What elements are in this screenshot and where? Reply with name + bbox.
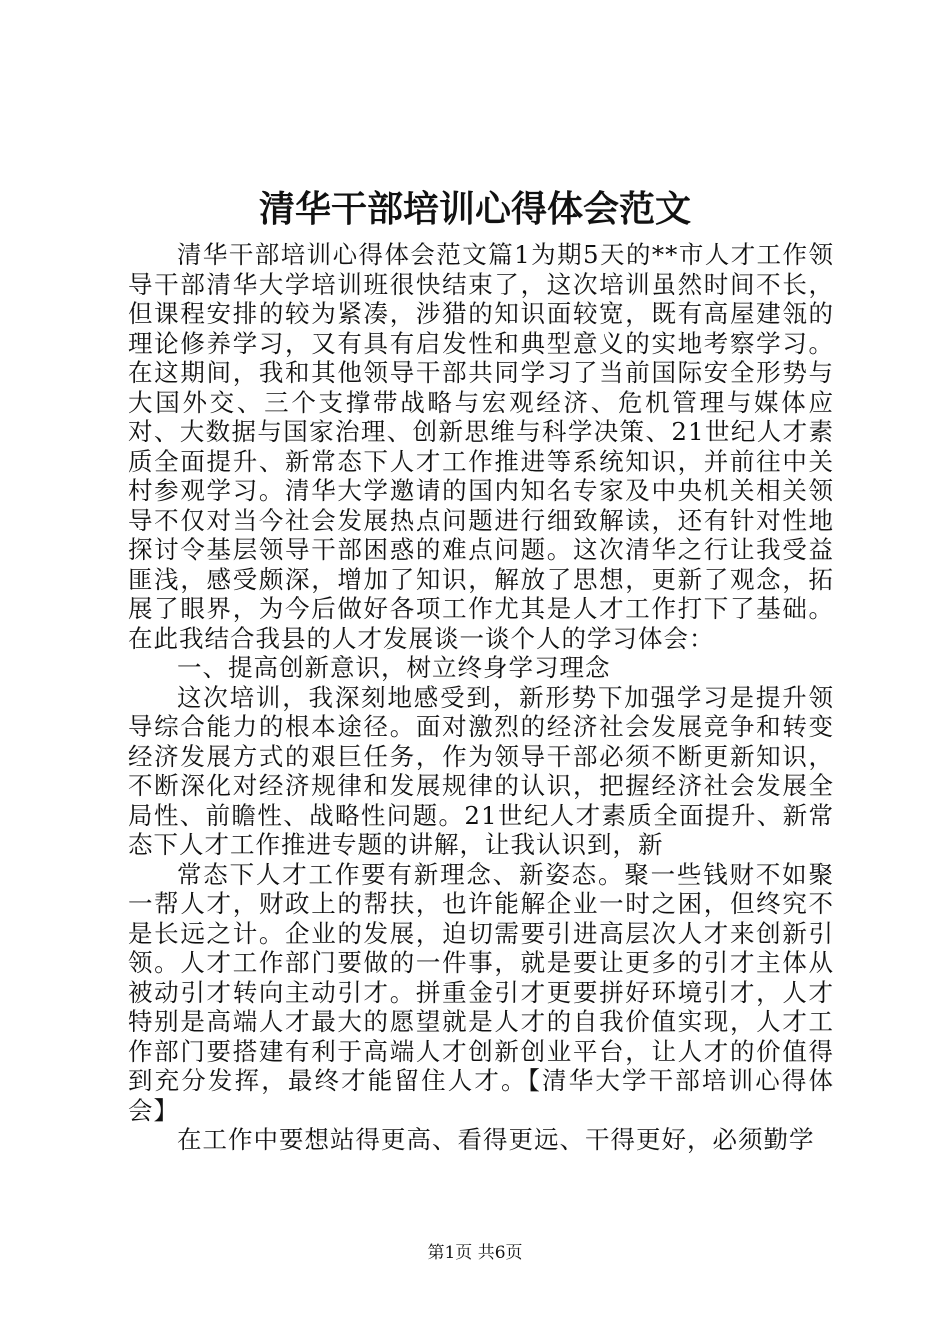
- page-footer: 第1页 共6页: [427, 1243, 523, 1263]
- paragraph-work: 在工作中要想站得更高、看得更远、干得更好，必须勤学: [177, 1125, 815, 1154]
- document-title: 清华干部培训心得体会范文: [258, 188, 691, 230]
- paragraph-intro: 清华干部培训心得体会范文篇1为期5天的**市人才工作领导干部清华大学培训班很快结束了，这次培训虽然时间不长，但课程安排的较为紧凑，涉猎的知识面较宽，既有高屋建瓴的理论修养学习，又有具有启发性和典型意义的实地考察学习。在这期间，我和其他领导干部共同学习了当前国际安全形势与大国外交、三个支撑带战略与宏观经济、危机管理与媒体应对、大数据与国家治理、创新思维与科学决策、21世纪人才素质全面提升、新常态下人才工作推进等系统知识，并前往中关村参观学习。清华大学邀请的国内知名专家及中央机关相关领导不仅对当今社会发展热点问题进行细致解读，还有针对性地探讨令基层领导干部困惑的难点问题。这次清华之行让我受益匪浅，感受颇深，增加了知识，解放了思想，更新了观念，拓展了眼界，为今后做好各项工作尤其是人才工作打下了基础。在此我结合我县的人才发展谈一谈个人的学习体会：: [128, 240, 834, 653]
- section-heading: 一、提高创新意识，树立终身学习理念: [177, 653, 611, 682]
- paragraph-new-normal: 常态下人才工作要有新理念、新姿态。聚一些钱财不如聚一帮人才，财政上的帮扶，也许能解企业一时之困，但终究不是长远之计。企业的发展，迫切需要引进高层次人才来创新引领。人才工作部门要做的一件事，就是要让更多的引才主体从被动引才转向主动引才。拼重金引才更要拼好环境引才，人才特别是高端人才最大的愿望就是人才的自我价值实现，人才工作部门要搭建有利于高端人才创新创业平台，让人才的价值得到充分发挥，最终才能留住人才。【清华大学干部培训心得体会】: [128, 859, 834, 1125]
- document-body: [128, 240, 834, 1155]
- paragraph-training: 这次培训，我深刻地感受到，新形势下加强学习是提升领导综合能力的根本途径。面对激烈的经济社会发展竞争和转变经济发展方式的艰巨任务，作为领导干部必须不断更新知识，不断深化对经济规律和发展规律的认识，把握经济社会发展全局性、前瞻性、战略性问题。21世纪人才素质全面提升、新常态下人才工作推进专题的讲解，让我认识到，新: [128, 682, 834, 859]
